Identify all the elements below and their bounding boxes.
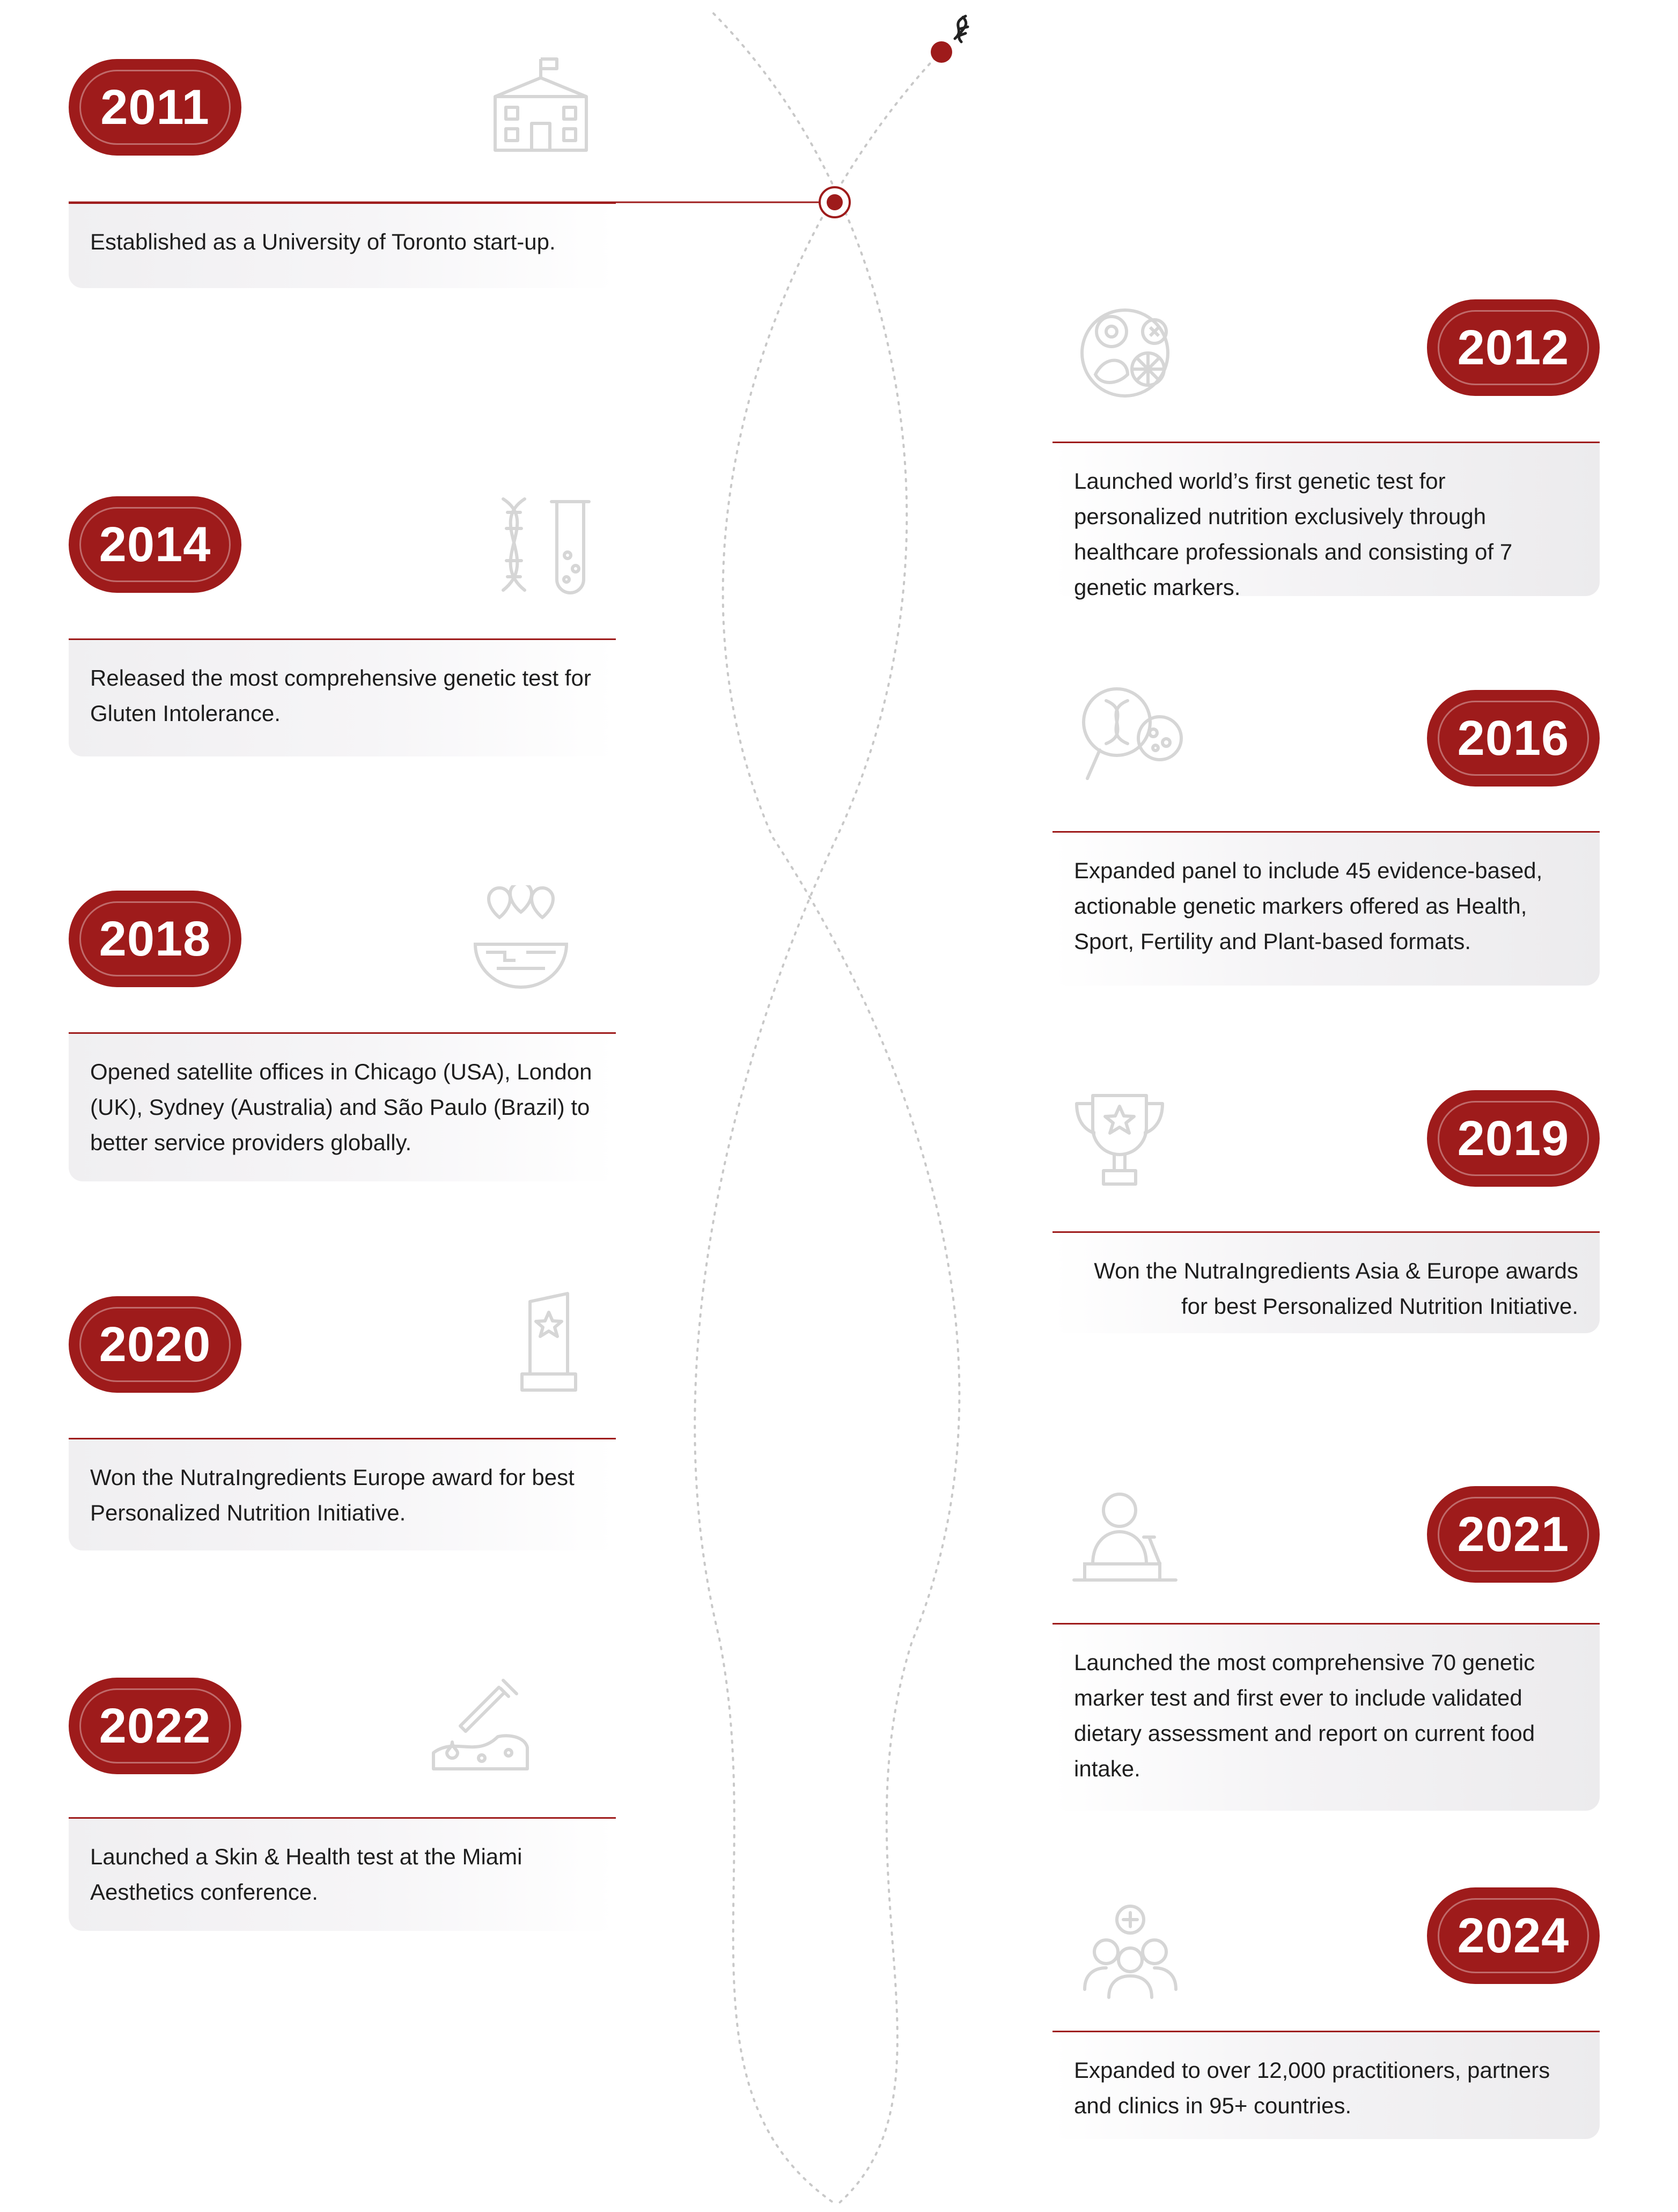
- year-label: 2014: [99, 517, 211, 572]
- dna-magnifier-icon: [1074, 679, 1187, 787]
- milestone-description: Launched world’s first genetic test for personalized nutrition exclusively through healthcare professionals and consisting of 7 genetic markers.: [1074, 468, 1513, 600]
- milestone-card: [69, 202, 616, 288]
- milestone-card: [1053, 1623, 1600, 1811]
- milestone-2011: [69, 59, 616, 381]
- year-badge: [1427, 1090, 1600, 1187]
- milestone-description: Won the NutraIngredients Europe award for best Personalized Nutrition Initiative.: [90, 1465, 575, 1525]
- milestone-description: Won the NutraIngredients Asia & Europe awards for best Personalized Nutrition Initiative.: [1094, 1258, 1578, 1319]
- milestone-2012: [1053, 299, 1600, 621]
- year-label: 2012: [1457, 320, 1570, 375]
- year-badge: [1427, 690, 1600, 787]
- year-label: 2018: [99, 911, 211, 966]
- milestone-description: Expanded panel to include 45 evidence-based, actionable genetic markers offered as Health, Sport, Fertility and Plant-based formats.: [1074, 858, 1543, 954]
- milestone-description: Established as a University of Toronto start-up.: [90, 229, 556, 254]
- year-badge: [69, 891, 241, 987]
- dna-strand-icon: [931, 16, 968, 63]
- milestone-card: [69, 1032, 616, 1181]
- year-label: 2021: [1457, 1506, 1570, 1562]
- food-plate-icon: [1074, 294, 1187, 401]
- school-building-icon: [484, 54, 597, 161]
- skin-dropper-icon: [423, 1672, 535, 1780]
- year-label: 2020: [99, 1317, 211, 1372]
- milestone-2022: [69, 1678, 616, 2000]
- milestone-2016: [1053, 690, 1600, 1012]
- milestone-2021: [1053, 1486, 1600, 1808]
- milestone-card: [1053, 442, 1600, 600]
- scientist-desk-icon: [1069, 1483, 1181, 1591]
- dna-test-tube-icon: [487, 491, 600, 598]
- milestone-card: [69, 1817, 616, 1931]
- year-badge: [1427, 1486, 1600, 1583]
- year-badge: [69, 1296, 241, 1393]
- year-badge: [69, 1678, 241, 1774]
- milestone-description: Released the most comprehensive genetic test for Gluten Intolerance.: [90, 665, 591, 726]
- year-label: 2019: [1457, 1111, 1570, 1166]
- milestone-description: Launched a Skin & Health test at the Miami Aesthetics conference.: [90, 1844, 522, 1905]
- milestone-2019: [1053, 1090, 1600, 1412]
- timeline-start-marker-icon: [820, 187, 850, 217]
- milestone-card: [1053, 2031, 1600, 2139]
- trophy-icon: [1063, 1090, 1176, 1197]
- milestone-description: Opened satellite offices in Chicago (USA), London (UK), Sydney (Australia) and São Paulo (Brazil) to better service providers globally.: [90, 1059, 592, 1155]
- milestone-2014: [69, 496, 616, 818]
- milestone-card: [69, 1438, 616, 1550]
- milestone-card: [1053, 1231, 1600, 1333]
- year-label: 2011: [100, 79, 210, 135]
- award-plaque-icon: [492, 1291, 605, 1398]
- milestone-card: [1053, 831, 1600, 986]
- milestone-2018: [69, 891, 616, 1212]
- milestone-description: Launched the most comprehensive 70 genetic marker test and first ever to include validated dietary assessment and report on current food intake.: [1074, 1650, 1535, 1781]
- year-badge: [69, 496, 241, 593]
- milestone-card: [69, 638, 616, 756]
- year-badge: [1427, 299, 1600, 396]
- year-label: 2024: [1457, 1908, 1570, 1963]
- milestone-description: Expanded to over 12,000 practitioners, partners and clinics in 95+ countries.: [1074, 2057, 1550, 2118]
- milestone-2024: [1053, 1887, 1600, 2209]
- practitioners-group-icon: [1074, 1898, 1187, 2005]
- year-label: 2016: [1457, 710, 1570, 766]
- year-badge: [69, 59, 241, 156]
- year-badge: [1427, 1887, 1600, 1984]
- global-locations-icon: [465, 885, 577, 993]
- milestone-2020: [69, 1296, 616, 1618]
- year-label: 2022: [99, 1698, 211, 1753]
